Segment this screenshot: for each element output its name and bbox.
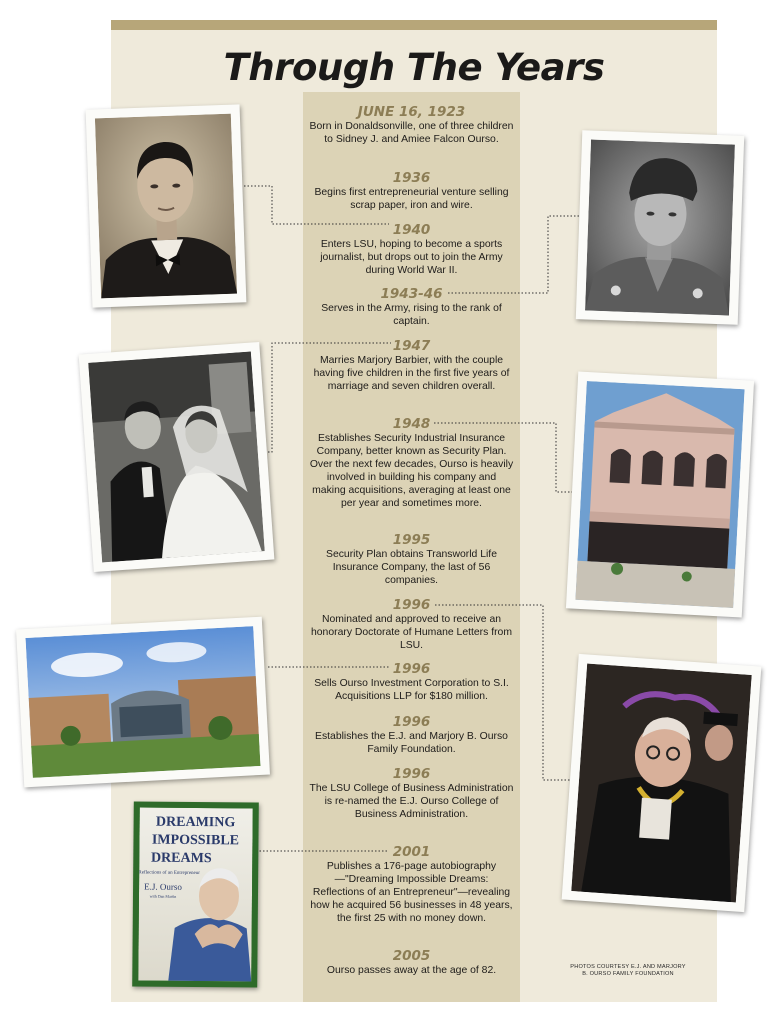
timeline-entry-1940 [303, 222, 520, 277]
timeline-text: Ourso passes away at the age of 82. [326, 965, 497, 976]
timeline-entry-1996-foundation [303, 714, 520, 756]
timeline-entry-1996-doctorate [303, 597, 520, 652]
timeline-year: 1943-46 [380, 286, 443, 302]
photo-young-portrait [86, 104, 247, 307]
timeline-entry-1948 [303, 416, 520, 510]
photo-wedding [79, 342, 275, 572]
timeline-text: Serves in the Army, rising to the rank of captain. [321, 303, 502, 327]
timeline-year: 1996 [392, 597, 431, 613]
timeline-text: The LSU College of Business Administration is re-named the E.J. Ourso College of Business Administration. [309, 783, 514, 820]
credit-line-2: B. OURSO FAMILY FOUNDATION [582, 971, 674, 977]
timeline-year: 1995 [392, 532, 431, 548]
timeline-year: 2001 [392, 844, 431, 860]
timeline-text: Marries Marjory Barbier, with the couple having five children in the first five years of marriage and seven children overall. [313, 355, 510, 392]
timeline-text: Publishes a 176-page autobiography—"Dreaming Impossible Dreams: Reflections of an Entrepreneur"—revealing how he acquired 56 businesses in 48 years, the first 25 with no money down. [310, 861, 513, 924]
timeline-entry-1947 [303, 338, 520, 393]
book-title-line2: IMPOSSIBLE [151, 832, 240, 849]
timeline-text: Enters LSU, hoping to become a sports journalist, but drops out to join the Army during World War II. [320, 239, 503, 276]
timeline-entry-1996-sale [303, 661, 520, 703]
timeline-year: 1948 [392, 416, 431, 432]
photo-book-cover [132, 801, 259, 987]
timeline-year: 2005 [392, 948, 431, 964]
timeline-text: Born in Donaldsonville, one of three children to Sidney J. and Amiee Falcon Ourso. [309, 121, 514, 145]
timeline-year: JUNE 16, 1923 [357, 104, 466, 120]
timeline-year: 1996 [392, 766, 431, 782]
timeline-entry-2001 [303, 844, 520, 925]
timeline-text: Establishes Security Industrial Insurance Company, better known as Security Plan. Over the next few decades, Ourso is heavily involved in building his company and making acquisitions, averaging at least one per year and sometimes more. [309, 433, 514, 509]
timeline-entry-2005 [303, 948, 520, 977]
timeline-year: 1940 [392, 222, 431, 238]
timeline-year: 1996 [392, 661, 431, 677]
credit-line-1: PHOTOS COURTESY E.J. AND MARJORY [570, 964, 686, 970]
timeline-text: Security Plan obtains Transworld Life Insurance Company, the last of 56 companies. [326, 549, 497, 586]
photo-building [566, 372, 754, 618]
timeline-text: Sells Ourso Investment Corporation to S.I. Acquisitions LLP for $180 million. [314, 678, 509, 702]
timeline-entry-1996-college [303, 766, 520, 821]
photo-campus [16, 617, 270, 788]
timeline-text: Establishes the E.J. and Marjory B. Ourso Family Foundation. [315, 731, 508, 755]
book-author: E.J. Ourso [144, 881, 182, 892]
timeline-year: 1996 [392, 714, 431, 730]
timeline-text: Begins first entrepreneurial venture selling scrap paper, iron and wire. [314, 187, 509, 211]
photo-graduation [562, 654, 762, 912]
page-title: Through The Years [223, 46, 605, 89]
photo-credit [548, 964, 708, 978]
timeline-entry-1936 [303, 170, 520, 212]
book-coauthor: with Dan Martin [149, 893, 177, 899]
timeline-year: 1936 [392, 170, 431, 186]
book-title-line1: DREAMING [155, 814, 236, 831]
book-title-line3: DREAMS [150, 850, 212, 867]
book-subtitle: Reflections of an Entrepreneur [138, 870, 200, 877]
timeline-entry-1923 [303, 104, 520, 146]
timeline-entry-1995 [303, 532, 520, 587]
timeline-entry-1943 [303, 286, 520, 328]
photo-army-portrait [576, 130, 744, 325]
timeline-year: 1947 [392, 338, 431, 354]
timeline-text: Nominated and approved to receive an honorary Doctorate of Humane Letters from LSU. [311, 614, 512, 651]
